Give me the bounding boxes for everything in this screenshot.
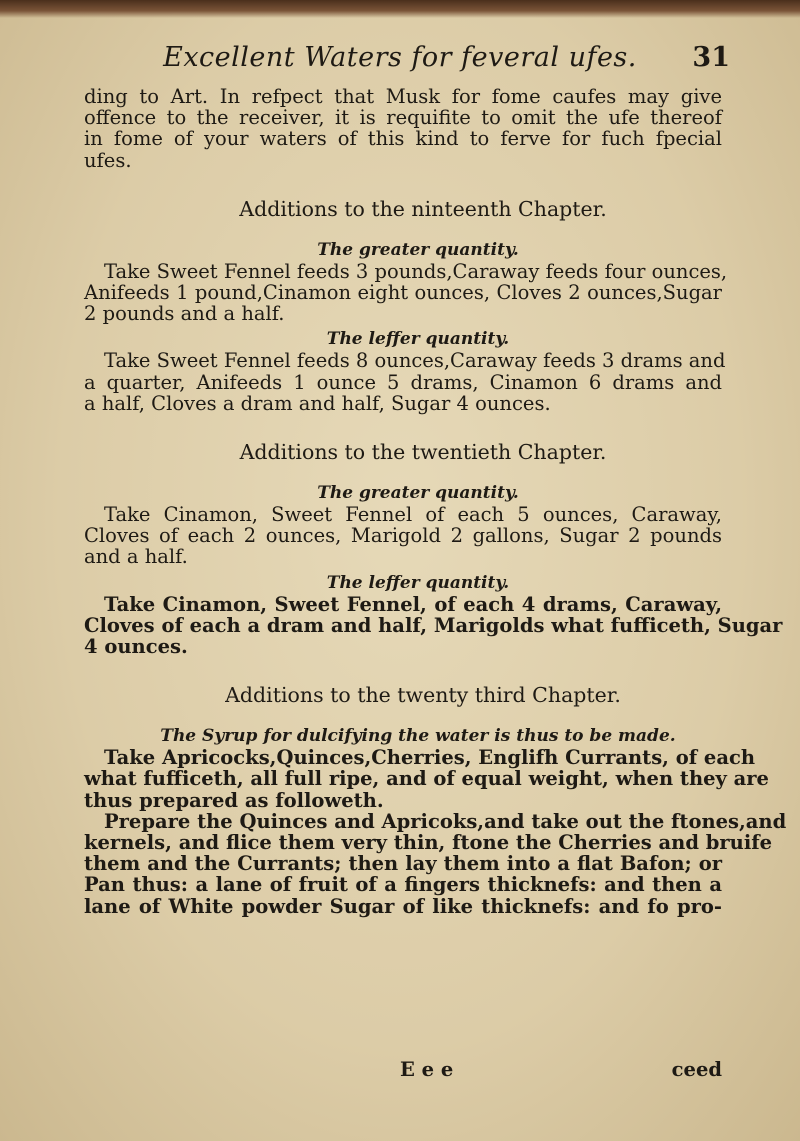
text-line: a half, Cloves a dram and half, Sugar 4 ounces. (84, 391, 551, 415)
text-line: them and the Currants; then lay them into a flat Bafon; or (84, 852, 722, 876)
text-line: lane of White powder Sugar of like thicknefs: and fo pro- (84, 894, 722, 918)
text-line: Anifeeds 1 pound,Cinamon eight ounces, Cloves 2 ounces,Sugar (84, 281, 722, 305)
section-heading: Additions to the ninteenth Chapter. (239, 196, 607, 221)
subheading-lesser: The leffer quantity. (326, 572, 510, 593)
text-line: Cloves of each 2 ounces, Marigold 2 gallons, Sugar 2 pounds (84, 524, 722, 548)
page-number: 31 (692, 42, 730, 73)
subheading-greater: The greater quantity. (317, 239, 519, 260)
text-block (84, 85, 787, 918)
text-line: what fufficeth, all full ripe, and of equal weight, when they are (84, 767, 769, 791)
signature-mark: E e e (400, 1058, 454, 1081)
text-line: Take Cinamon, Sweet Fennel of each 5 ounces, Caraway, (104, 503, 722, 527)
text-line: offence to the receiver, it is requifite to omit the ufe thereof (84, 106, 722, 130)
text-line: Pan thus: a lane of fruit of a fingers thicknefs: and then a (84, 873, 722, 897)
subheading-syrup: The Syrup for dulcifying the water is thus to be made. (160, 726, 676, 747)
text-line: a quarter, Anifeeds 1 ounce 5 drams, Cinamon 6 drams and (84, 370, 722, 394)
text-line: Cloves of each a dram and half, Marigolds what fufficeth, Sugar (84, 613, 783, 637)
page-top-edge (0, 0, 800, 18)
text-line: kernels, and flice them very thin, ftone the Cherries and bruife (84, 831, 773, 855)
text-line: 4 ounces. (84, 635, 188, 659)
text-line: Take Apricocks,Quinces,Cherries, Englifh Currants, of each (104, 746, 756, 770)
page-footer (84, 1058, 722, 1082)
section-heading: Additions to the twentieth Chapter. (239, 440, 607, 465)
text-line: Take Cinamon, Sweet Fennel, of each 4 drams, Caraway, (104, 592, 722, 616)
text-line: ding to Art. In refpect that Musk for fome caufes may give (84, 85, 722, 108)
text-line: Prepare the Quinces and Apricoks,and take out the ftones,and (104, 809, 787, 833)
text-line: Take Sweet Fennel feeds 3 pounds,Caraway feeds four ounces, (104, 259, 728, 283)
text-line: ufes. (84, 148, 132, 172)
section-heading: Additions to the twenty third Chapter. (225, 683, 621, 708)
running-title: Excellent Waters for feveral ufes. (163, 42, 637, 73)
running-head (0, 42, 800, 82)
catchword: ceed (671, 1058, 722, 1081)
subheading-lesser: The leffer quantity. (326, 329, 510, 350)
text-line: and a half. (84, 545, 188, 569)
text-line: Take Sweet Fennel feeds 8 ounces,Caraway feeds 3 drams and (104, 349, 726, 373)
text-line: 2 pounds and a half. (84, 302, 285, 326)
text-line: in fome of your waters of this kind to ferve for fuch fpecial (84, 127, 722, 151)
subheading-greater: The greater quantity. (317, 483, 519, 504)
text-line: thus prepared as followeth. (84, 788, 384, 812)
